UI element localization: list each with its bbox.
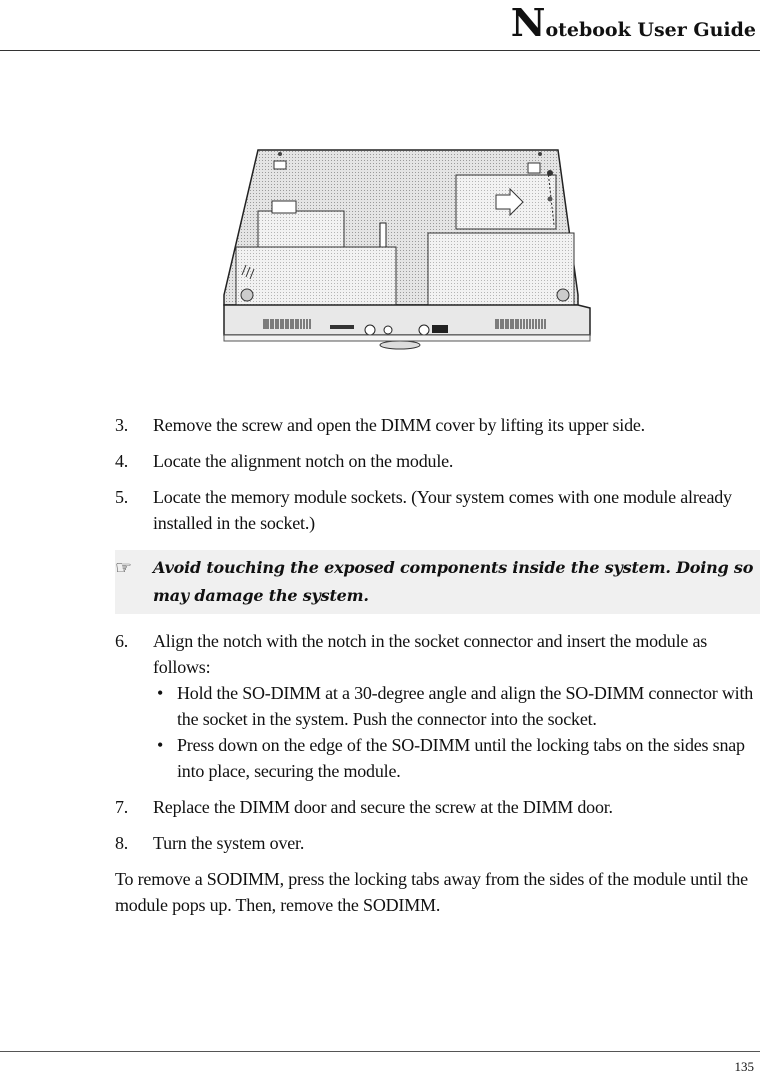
notebook-underside-illustration	[220, 145, 592, 357]
step-number: 7.	[115, 797, 129, 817]
step-number: 8.	[115, 833, 129, 853]
instructions-body	[115, 412, 760, 918]
bullet-item	[153, 680, 760, 732]
step-text: Align the notch with the notch in the socket connector and insert the module as follows:	[153, 631, 708, 677]
step-6-bullets	[153, 680, 760, 784]
caution-note	[115, 550, 760, 614]
page-header	[0, 0, 760, 51]
step-text: Locate the memory module sockets. (Your system comes with one module already installed in the socket.)	[153, 487, 732, 533]
bullet-text: Hold the SO-DIMM at a 30-degree angle and align the SO-DIMM connector with the socket in the system. Push the connector into the socket.	[177, 683, 754, 729]
step-number: 5.	[115, 487, 129, 507]
step-number: 4.	[115, 451, 129, 471]
step-8	[115, 830, 760, 856]
bullet-icon: •	[157, 683, 164, 703]
document-title	[510, 0, 756, 45]
bullet-icon: •	[157, 735, 164, 755]
bullet-text: Press down on the edge of the SO-DIMM until the locking tabs on the sides snap into place, securing the module.	[177, 735, 745, 781]
title-rest: otebook User Guide	[545, 19, 756, 41]
step-5	[115, 484, 760, 536]
page-number: 135	[734, 1059, 754, 1074]
step-text: Remove the screw and open the DIMM cover by lifting its upper side.	[153, 415, 645, 435]
bullet-item	[153, 732, 760, 784]
pointing-hand-icon: ☞	[115, 557, 132, 579]
step-text: Replace the DIMM door and secure the screw at the DIMM door.	[153, 797, 613, 817]
step-7	[115, 794, 760, 820]
step-number: 6.	[115, 631, 129, 651]
caution-text: Avoid touching the exposed components inside the system. Doing so may damage the system.	[153, 558, 754, 605]
step-number: 3.	[115, 415, 129, 435]
step-4	[115, 448, 760, 474]
closing-paragraph: To remove a SODIMM, press the locking tabs away from the sides of the module until the module pops up. Then, remove the SODIMM.	[115, 869, 748, 915]
step-text: Locate the alignment notch on the module.	[153, 451, 454, 471]
page-footer	[0, 1051, 760, 1080]
step-3	[115, 412, 760, 438]
title-initial: N	[510, 0, 546, 45]
step-6	[115, 628, 760, 784]
step-text: Turn the system over.	[153, 833, 305, 853]
notebook-underside-drawing	[220, 145, 592, 357]
